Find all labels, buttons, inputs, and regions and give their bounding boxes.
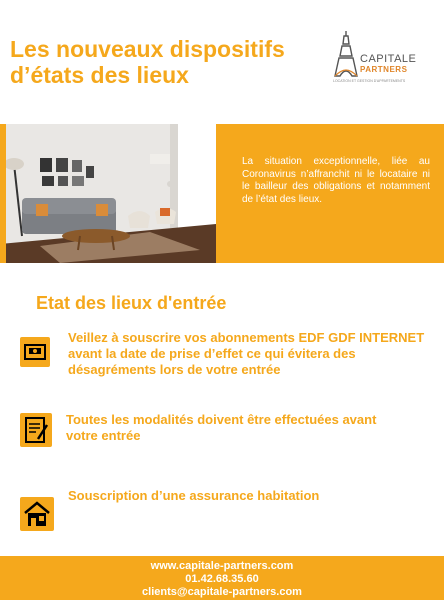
logo-brand-line-2: PARTNERS: [360, 65, 408, 74]
logo-brand-line-1: CAPITALE: [360, 53, 417, 65]
item-modalities-text: Toutes les modalités doivent être effectuées avant votre entrée: [66, 412, 377, 443]
house-icon: [20, 497, 54, 531]
photo-side-band: [0, 124, 6, 263]
contact-footer: [0, 556, 444, 600]
intro-text: La situation exceptionnelle, liée au Coronavirus n’affranchit ni le locataire ni le bailleur des obligations et notamment de l’état des lieux.: [242, 156, 430, 205]
title-line-2: d’états des lieux: [10, 62, 189, 88]
eiffel-tower-icon: [333, 30, 359, 78]
footer-phone[interactable]: 01.42.68.35.60: [185, 573, 259, 585]
item-insurance-text: Souscription d’une assurance habitation: [68, 488, 320, 503]
meter-icon: [20, 337, 50, 367]
item-subscriptions-text: Veillez à souscrire vos abonnements EDF GDF INTERNET avant la date de prise d’effet ce qui évitera des désagréments lors de votre entrée: [68, 330, 425, 377]
intro-panel: [216, 124, 444, 263]
document-pen-icon: [20, 413, 52, 447]
logo-tagline: LOCATION ET GESTION D'APPARTEMENTS: [333, 79, 406, 83]
footer-email-link[interactable]: clients@capitale-partners.com: [142, 586, 302, 598]
section-title: Etat des lieux d'entrée: [36, 293, 227, 313]
capitale-partners-logo: [333, 30, 433, 90]
footer-website-link[interactable]: www.capitale-partners.com: [150, 560, 294, 572]
title-line-1: Les nouveaux dispositifs: [10, 36, 285, 62]
living-room-photo: [0, 124, 216, 263]
page-title: [10, 36, 320, 88]
